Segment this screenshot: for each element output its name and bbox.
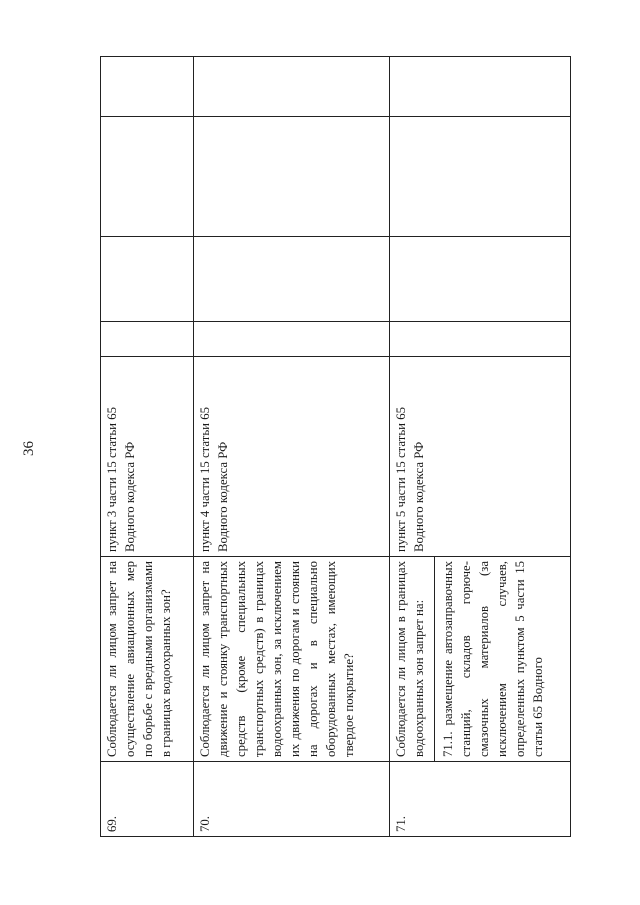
answer-cell — [194, 237, 390, 322]
answer-cell — [390, 117, 571, 237]
question-text: Соблюдается ли лицом запрет на осуществление авиационных мер по борьбе с вредными организмами в границах водоохранных зон? — [101, 557, 194, 762]
rotated-page — [100, 57, 570, 837]
row-number: 71. — [390, 762, 571, 837]
question-text: Соблюдается ли лицом запрет на движение и стоянку транспортных средств (кроме специальных транспортных средств) в границах водоохранных зон, за исключением их движения по дорогам и стоянки на дорогах и в специально оборудованных местах, имеющих твердое покрытие? — [194, 557, 390, 762]
table-row — [101, 57, 194, 837]
row-number: 70. — [194, 762, 390, 837]
page-number: 36 — [21, 441, 37, 456]
legal-reference: пункт 5 части 15 статьи 65 Водного кодекса РФ — [390, 357, 571, 557]
answer-cell — [390, 237, 571, 322]
sub-question-text: 71.1. размещение автозаправочных станций, складов горюче-смазочных материалов (за исключением случаев, определенных пунктом 5 части 15 статьи 65 Водного — [434, 557, 547, 761]
table-row — [390, 57, 571, 837]
answer-cell — [194, 57, 390, 117]
answer-cell — [101, 322, 194, 357]
answer-cell — [101, 237, 194, 322]
answer-cell — [101, 57, 194, 117]
legal-reference: пункт 3 части 15 статьи 65 Водного кодекса РФ — [101, 357, 194, 557]
table-row — [194, 57, 390, 837]
legal-reference: пункт 4 части 15 статьи 65 Водного кодекса РФ — [194, 357, 390, 557]
answer-cell — [194, 117, 390, 237]
question-cell — [390, 557, 571, 762]
question-text: Соблюдается ли лицом в границах водоохранных зон запрет на: — [394, 561, 426, 757]
answer-cell — [390, 57, 571, 117]
answer-cell — [390, 322, 571, 357]
answer-cell — [101, 117, 194, 237]
checklist-table — [100, 56, 571, 837]
answer-cell — [194, 322, 390, 357]
row-number: 69. — [101, 762, 194, 837]
